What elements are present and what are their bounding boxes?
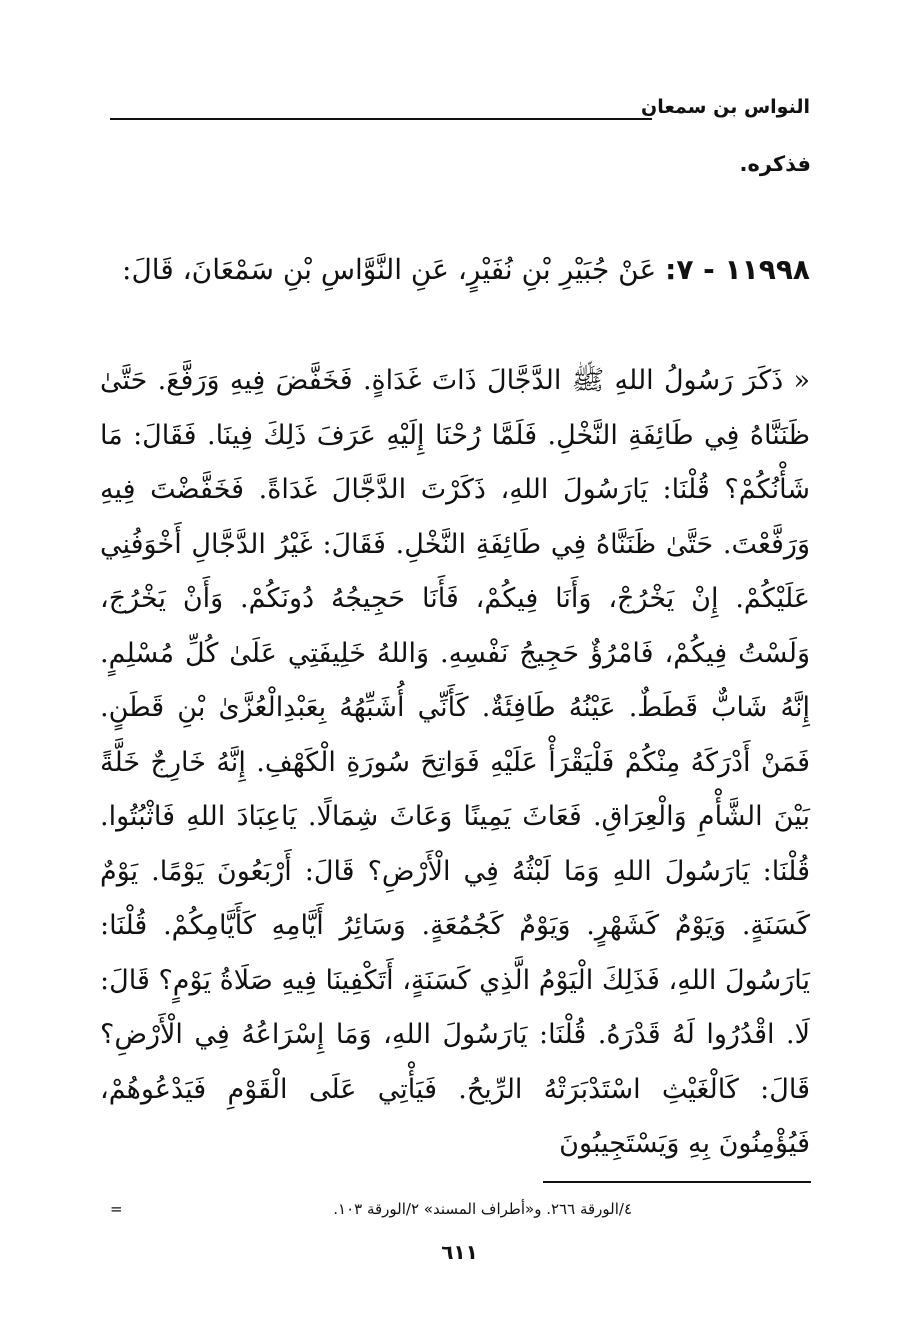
footnote-marker: = xyxy=(110,1200,123,1218)
hadith-text: « ذَكَرَ رَسُولُ اللهِ ﷺ الدَّجَّالَ ذَاتَ غَدَاةٍ. فَخَفَّضَ فِيهِ وَرَفَّعَ. حَتَّىٰ ظَنَنَّاهُ فِي طَائِفَةِ النَّخْلِ. فَلَمَّا رُحْنَا إِلَيْهِ عَرَفَ ذَلِكَ فِينَا. فَقَالَ: مَا شَأْنُكُمْ؟ قُلْنَا: يَارَسُولَ اللهِ، ذَكَرْتَ الدَّجَّالَ غَدَاةً. فَخَفَّضْتَ فِيهِ وَرَفَّعْتَ. حَتَّىٰ ظَنَنَّاهُ فِي طَائِفَةِ النَّخْلِ. فَقَالَ: غَيْرُ الدَّجَّالِ أَخْوَفُنِي عَلَيْكُمْ. إِنْ يَخْرُجْ، وَأَنَا فِيكُمْ، فَأَنَا حَجِيجُهُ دُونَكُمْ. وَأَنْ يَخْرُجَ، وَلَسْتُ فِيكُمْ، فَامْرُؤٌ حَجِيجُ نَفْسِهِ. وَاللهُ خَلِيفَتِي عَلَىٰ كُلِّ مُسْلِمٍ. إِنَّهُ شَابٌّ قَطَطٌ. عَيْنُهُ طَافِئَةٌ. كَأَنِّي أُشَبِّهُهُ بِعَبْدِالْعُزَّىٰ بْنِ قَطَنٍ. فَمَنْ أَدْرَكَهُ مِنْكُمْ فَلْيَقْرَأْ عَلَيْهِ فَوَاتِحَ سُورَةِ الْكَهْفِ. إِنَّهُ خَارِجٌ خَلَّةً بَيْنَ الشَّأْمِ وَالْعِرَاقِ. فَعَاثَ يَمِينًا وَعَاثَ شِمَالًا. يَاعِبَادَ اللهِ فَاثْبُتُوا. قُلْنَا: يَارَسُولَ اللهِ وَمَا لَبْثُهُ فِي الْأَرْضِ؟ قَالَ: أَرْبَعُونَ يَوْمًا. يَوْمٌ كَسَنَةٍ. وَيَوْمٌ كَشَهْرٍ. وَيَوْمٌ كَجُمُعَةٍ. وَسَائِرُ أَيَّامِهِ كَأَيَّامِكُمْ. قُلْنَا: يَارَسُولَ اللهِ، فَذَلِكَ الْيَوْمُ الَّذِي كَسَنَةٍ، أَتَكْفِينَا فِيهِ صَلَاةُ يَوْمٍ؟ قَالَ: لَا. اقْدُرُوا لَهُ قَدْرَهُ. قُلْنَا: يَارَسُولَ اللهِ، وَمَا إِسْرَاعُهُ فِي الْأَرْضِ؟ قَالَ: كَالْغَيْثِ اسْتَدْبَرَتْهُ الرِّيحُ. فَيَأْتِي عَلَى الْقَوْمِ فَيَدْعُوهُمْ، فَيُؤْمِنُونَ بِهِ وَيَسْتَجِيبُونَ xyxy=(100,365,810,1159)
hadith-heading xyxy=(100,244,810,296)
footnote-text: ٤/الورقة ٢٦٦. و«أطراف المسند» ٢/الورقة ١٠٣. xyxy=(333,1200,632,1218)
header-rule xyxy=(110,118,652,120)
running-header xyxy=(110,96,810,130)
lead-text: فذكره. xyxy=(739,152,811,176)
hadith-number: ١١٩٩٨ - ٧: xyxy=(665,253,810,286)
page-number: ٦١١ xyxy=(441,1240,478,1264)
hadith-chain: عَنْ جُبَيْرِ بْنِ نُفَيْرٍ، عَنِ النَّوَّاسِ بْنِ سَمْعَانَ، قَالَ: xyxy=(122,253,657,286)
footnote-rule xyxy=(543,1181,811,1183)
header-title: النواس بن سمعان xyxy=(640,96,810,118)
